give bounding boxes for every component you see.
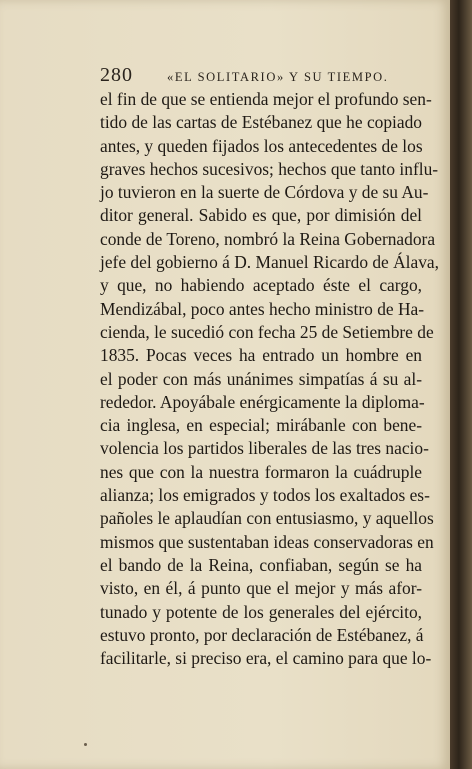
text-line: antes, y queden fijados los antecedentes de los — [100, 135, 423, 156]
text-line: estuvo pronto, por declaración de Estébanez, á — [100, 624, 424, 645]
text-line: pañoles le aplaudían con entusiasmo, y aquellos — [100, 508, 434, 529]
paper-spot — [84, 743, 87, 746]
text-line: tunado y potente de los generales del ejército, — [100, 601, 422, 622]
text-line: jefe del gobierno á D. Manuel Ricardo de Álava, — [100, 252, 439, 273]
text-line: jo tuvieron en la suerte de Córdova y de su Au- — [100, 182, 429, 203]
page-header — [100, 64, 420, 87]
text-line: facilitarle, si preciso era, el camino para que lo- — [100, 648, 432, 669]
text-line: el poder con más unánimes simpatías á su al- — [100, 368, 422, 389]
text-line: volencia los partidos liberales de las tres nacio- — [100, 438, 429, 459]
text-line: 1835. Pocas veces ha entrado un hombre en — [100, 345, 422, 366]
text-line: el bando de la Reina, confiaban, según se ha — [100, 554, 422, 575]
text-line: cia inglesa, en especial; mirábanle con bene- — [100, 415, 422, 436]
text-line: rededor. Apoyábale enérgicamente la diploma- — [100, 391, 425, 412]
text-line: tido de las cartas de Estébanez que he copiado — [100, 112, 422, 133]
page-number: 280 — [100, 64, 133, 86]
book-gutter — [450, 0, 472, 769]
text-line: alianza; los emigrados y todos los exaltados es- — [100, 485, 430, 506]
text-line: cienda, le sucedió con fecha 25 de Setiembre de — [100, 321, 434, 342]
text-line: Mendizábal, poco antes hecho ministro de Ha- — [100, 298, 425, 319]
text-line: y que, no habiendo aceptado éste el cargo, — [100, 275, 422, 296]
text-line: mismos que sustentaban ideas conservadoras en — [100, 531, 434, 552]
running-title: «EL SOLITARIO» Y SU TIEMPO. — [167, 70, 389, 84]
text-line: conde de Toreno, nombró la Reina Gobernadora — [100, 228, 436, 249]
text-line: nes que con la nuestra formaron la cuádruple — [100, 461, 422, 482]
text-line: ditor general. Sabido es que, por dimisión del — [100, 205, 422, 226]
text-line: el fin de que se entienda mejor el profundo sen- — [100, 89, 432, 109]
text-line: graves hechos sucesivos; hechos que tanto influ- — [100, 158, 439, 179]
body-text — [100, 88, 439, 670]
text-line: visto, en él, á punto que el mejor y más afor- — [100, 578, 422, 599]
